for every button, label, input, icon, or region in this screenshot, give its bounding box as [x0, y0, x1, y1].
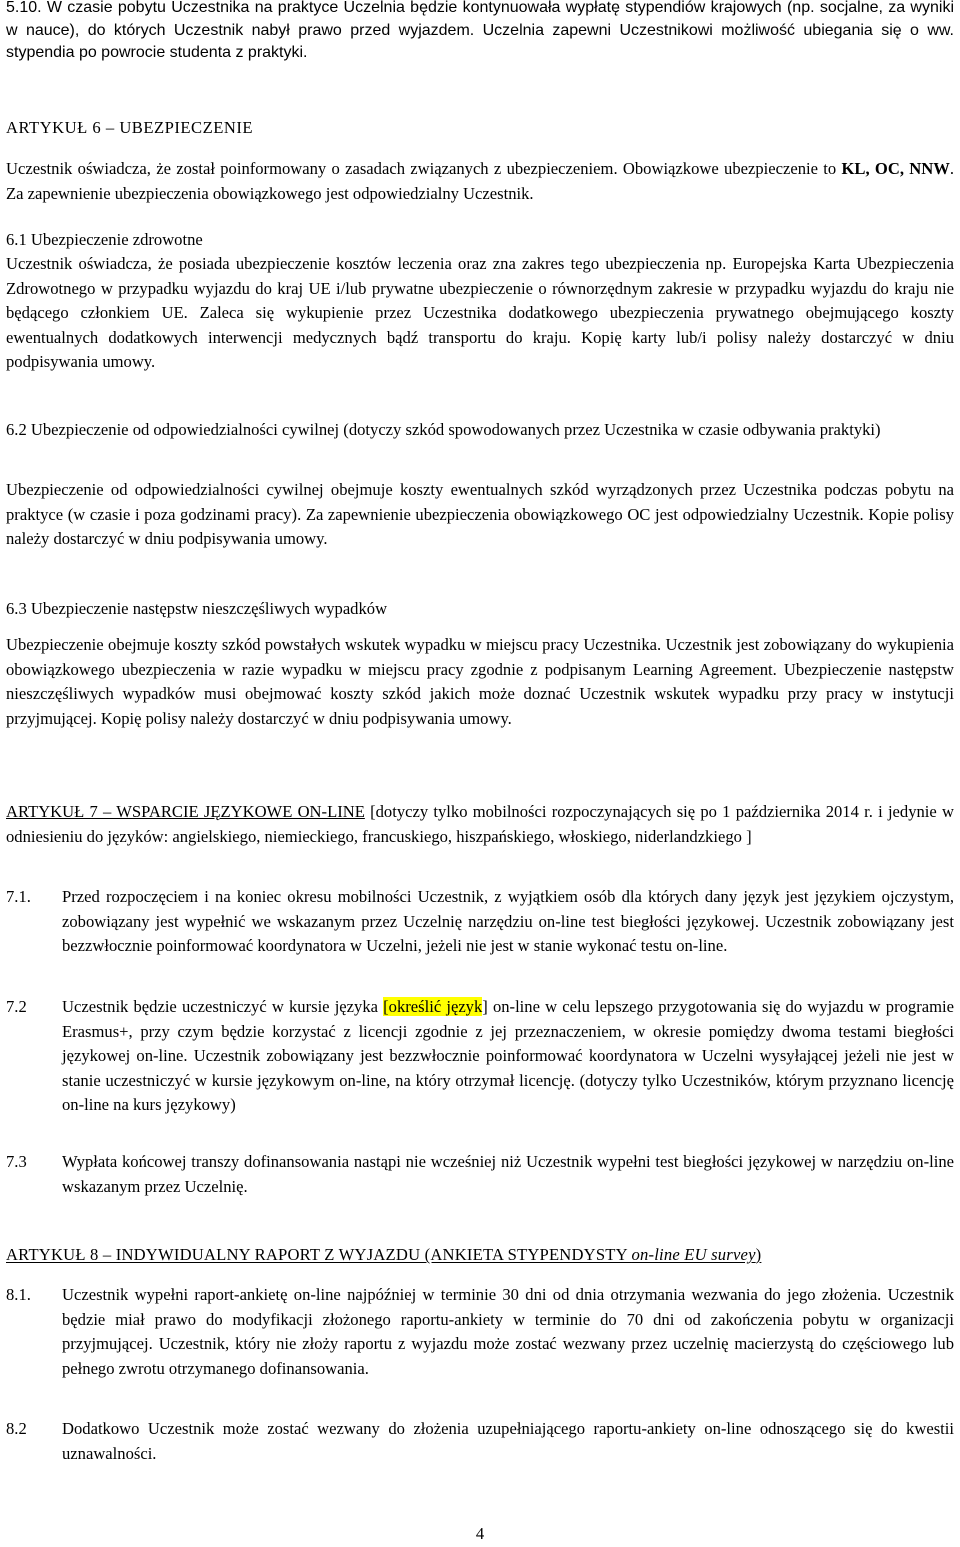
article-8-heading — [6, 1243, 761, 1268]
paragraph-5-10: 5.10. W czasie pobytu Uczestnika na praktyce Uczelnia będzie kontynuowała wypłatę stypendiów krajowych (np. socjalne, za wyniki w nauce), do których Uczestnik nabył prawo przed wyjazdem. Uczelnia zapewni Uczestnikowi możliwość ubiegania się o ww. stypendia po powrocie studenta z praktyki. — [6, 0, 954, 62]
section-6-1-title: Ubezpieczenie zdrowotne — [30, 230, 203, 249]
article-6-intro-text: Uczestnik oświadcza, że został poinformowany o zasadach związanych z ubezpieczeniem. Obowiązkowe ubezpieczenie to — [6, 159, 842, 178]
article-8-heading-end: ) — [755, 1245, 762, 1264]
section-6-3-heading: 6.3 Ubezpieczenie następstw nieszczęśliwych wypadków — [6, 599, 388, 618]
item-7-3-text: Wypłata końcowej transzy dofinansowania nastąpi nie wcześniej niż Uczestnik wypełni test biegłości językowej w narzędziu on-line wskazanym przez Uczelnię. — [62, 1152, 954, 1196]
page-number: 4 — [475, 1524, 485, 1543]
item-7-2-text-rest: ] on-line w celu lepszego przygotowania się do wyjazdu w programie Erasmus+, przy czym będzie korzystać z licencji zgodnie z jej przeznaczeniem, w okresie pomiędzy dwoma testami biegłości językowej on-line. Uczestnik zobowiązany jest bezzwłocznie poinformować koordynatora w Uczelni wysyłającej jeżeli nie jest w stanie uczestniczyć w kursie językowym on-line, na który otrzymał licencję. (dotyczy tylko Uczestników, którym przyznano licencję on-line na kurs językowy) — [62, 997, 954, 1115]
item-7-2-text — [62, 995, 954, 1118]
item-8-1-text: Uczestnik wypełni raport-ankietę on-line najpóźniej w terminie 30 dni od dnia otrzymania wezwania do jego złożenia. Uczestnik będzie miał prawo do modyfikacji złożonego raportu-ankiety w terminie do 70 dni od zakończenia pobytu w organizacji przyjmującej. Uczestnik, który nie złoży raportu z wyjazdu może zostać wezwany przez uczelnię macierzystą do częściowego lub pełnego zwrotu otrzymanego dofinansowania. — [62, 1285, 954, 1378]
mandatory-insurance-types: KL, OC, NNW — [841, 159, 950, 178]
item-8-2-number: 8.2 — [6, 1419, 27, 1438]
item-8-1-number: 8.1. — [6, 1285, 31, 1304]
article-6-intro — [6, 157, 954, 206]
article-6-heading: ARTYKUŁ 6 – UBEZPIECZENIE — [6, 118, 254, 137]
section-6-3-text: Ubezpieczenie obejmuje koszty szkód powstałych wskutek wypadku w miejscu pracy Uczestnika. Uczestnik jest zobowiązany do wykupienia obowiązkowego ubezpieczenia w razie wypadku w miejscu pracy zgodnie z podpisanym Learning Agreement. Ubezpieczenie następstw nieszczęśliwych wypadków musi obejmować koszty szkód jakich może doznać Uczestnik wskutek wypadku przy pracy w instytucji przyjmującej. Kopię polisy należy dostarczyć w dniu podpisywania umowy. — [6, 635, 954, 728]
article-7-title: ARTYKUŁ 7 – WSPARCIE JĘZYKOWE ON-LINE — [6, 802, 365, 821]
article-8-survey-italic: on-line EU survey — [631, 1245, 756, 1264]
section-6-2-text: Ubezpieczenie od odpowiedzialności cywilnej obejmuje koszty ewentualnych szkód wyrządzonych przez Uczestnika podczas pobytu na praktyce (w czasie i poza godzinami pracy). Za zapewnienie ubezpieczenia obowiązkowego OC jest odpowiedzialny Uczestnik. Kopie polisy należy dostarczyć w dniu podpisywania umowy. — [6, 480, 954, 549]
item-7-2-text-start: Uczestnik będzie uczestniczyć w kursie języka — [62, 997, 384, 1016]
item-7-2-number: 7.2 — [6, 997, 27, 1016]
item-7-1-number: 7.1. — [6, 887, 31, 906]
article-7-note: [dotyczy tylko mobilności rozpoczynających się po 1 października 2014 r. i jedynie w odniesieniu do języków: angielskiego, niemieckiego, francuskiego, hiszpańskiego, włoskiego, niderlandzkiego ] — [6, 802, 954, 846]
section-6-1-text: Uczestnik oświadcza, że posiada ubezpieczenie kosztów leczenia oraz zna zakres tego ubezpieczenia np. Europejska Karta Ubezpieczenia Zdrowotnego w przypadku wyjazdu do kraj UE i/lub prywatne ubezpieczenie o równorzędnym zakresie w przypadku wyjazdu do kraju nie będącego członkiem UE. Zaleca się wykupienie przez Uczestnika dodatkowego ubezpieczenia prywatnego obejmującego koszty ewentualnych dodatkowych interwencji medycznych bądź transportu do kraju. Kopię karty lub/i polisy należy dostarczyć w dniu podpisywania umowy. — [6, 254, 954, 372]
section-6-1-heading — [6, 228, 203, 253]
article-8-title: ARTYKUŁ 8 – INDYWIDUALNY RAPORT Z WYJAZDU (ANKIETA STYPENDYSTY — [6, 1245, 632, 1264]
section-6-2-heading: 6.2 Ubezpieczenie od odpowiedzialności cywilnej (dotyczy szkód spowodowanych przez Uczestnika w czasie odbywania praktyki) — [6, 420, 881, 439]
language-placeholder-highlight: [określić język — [383, 997, 483, 1016]
item-7-1-text: Przed rozpoczęciem i na koniec okresu mobilności Uczestnik, z wyjątkiem osób dla których dany język jest językiem ojczystym, zobowiązany jest wypełnić we wskazanym przez Uczelnię narzędziu on-line test biegłości językowej. Uczestnik zobowiązany jest bezzwłocznie poinformować koordynatora w Uczelni, jeżeli nie jest w stanie wykonać testu on-line. — [62, 887, 954, 956]
article-7-heading — [6, 800, 954, 849]
item-7-3-number: 7.3 — [6, 1152, 27, 1171]
section-6-1-number: 6.1 — [6, 230, 27, 249]
item-8-2-text: Dodatkowo Uczestnik może zostać wezwany do złożenia uzupełniającego raportu-ankiety on-line odnoszącego się do kwestii uznawalności. — [62, 1419, 954, 1463]
article-6-intro-end: . Za zapewnienie ubezpieczenia obowiązkowego jest odpowiedzialny Uczestnik. — [6, 159, 954, 203]
